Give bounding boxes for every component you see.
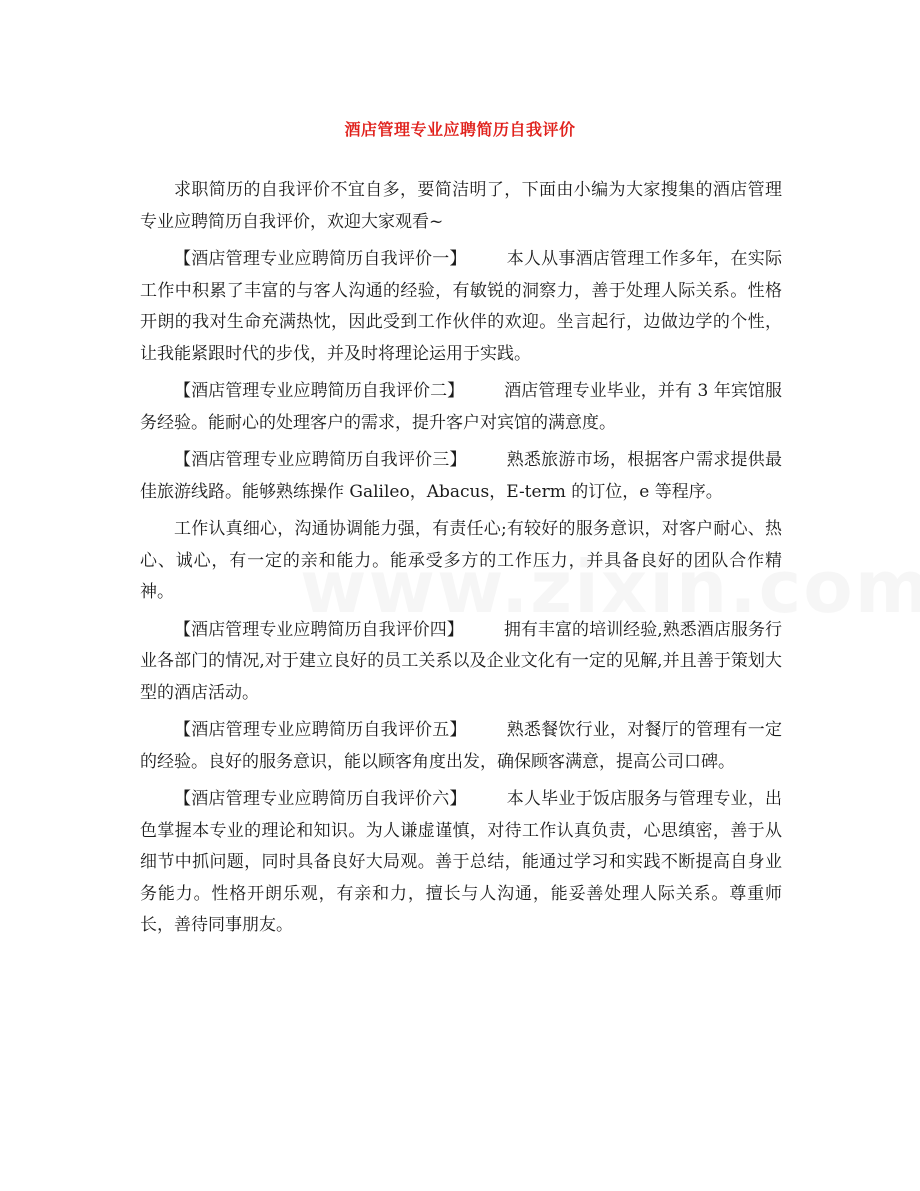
paragraph-text: 求职简历的自我评价不宜自多，要简洁明了，下面由小编为大家搜集的酒店管理专业应聘简历自我评价，欢迎大家观看~ [140, 180, 782, 232]
paragraph-text: 工作认真细心，沟通协调能力强，有责任心;有较好的服务意识，对客户耐心、热心、诚心，有一定的亲和能力。能承受多方的工作压力，并具备良好的团队合作精神。 [140, 519, 782, 602]
paragraph-intro [140, 175, 782, 238]
paragraph-evaluation-4 [140, 615, 782, 710]
section-heading: 【酒店管理专业应聘简历自我评价三】 [174, 450, 467, 470]
paragraph-text: 熟悉餐饮行业，对餐厅的管理有一定的经验。良好的服务意识，能以顾客角度出发，确保顾客满意，提高公司口碑。 [140, 720, 782, 772]
section-heading: 【酒店管理专业应聘简历自我评价一】 [174, 249, 467, 269]
paragraph-text: 本人从事酒店管理工作多年，在实际工作中积累了丰富的与客人沟通的经验，有敏锐的洞察力，善于处理人际关系。性格开朗的我对生命充满热忱，因此受到工作伙伴的欢迎。坐言起行，边做边学的个性，让我能紧跟时代的步伐，并及时将理论运用于实践。 [140, 249, 782, 364]
section-heading: 【酒店管理专业应聘简历自我评价四】 [174, 619, 464, 640]
paragraph-evaluation-3 [140, 445, 782, 508]
document-title: 酒店管理专业应聘简历自我评价 [344, 120, 576, 139]
paragraph-text: 拥有丰富的培训经验,熟悉酒店服务行业各部门的情况,对于建立良好的员工关系以及企业文化有一定的见解,并且善于策划大型的酒店活动。 [140, 619, 783, 703]
paragraph-work-attitude [140, 514, 782, 609]
paragraph-evaluation-2 [140, 376, 782, 439]
paragraph-text: 酒店管理专业毕业，并有 3 年宾馆服务经验。能耐心的处理客户的需求，提升客户对宾馆的满意度。 [140, 381, 783, 433]
section-heading: 【酒店管理专业应聘简历自我评价二】 [174, 381, 465, 401]
paragraph-evaluation-5 [140, 715, 782, 778]
paragraph-text: 本人毕业于饭店服务与管理专业，出色掌握本专业的理论和知识。为人谦虚谨慎，对待工作认真负责，心思缜密，善于从细节中抓问题，同时具备良好大局观。善于总结，能通过学习和实践不断提高自身业务能力。性格开朗乐观，有亲和力，擅长与人沟通，能妥善处理人际关系。尊重师长，善待同事朋友。 [140, 789, 782, 935]
section-heading: 【酒店管理专业应聘简历自我评价五】 [174, 720, 467, 740]
section-heading: 【酒店管理专业应聘简历自我评价六】 [174, 789, 467, 809]
document-body [140, 175, 782, 948]
paragraph-evaluation-1 [140, 244, 782, 370]
paragraph-evaluation-6 [140, 784, 782, 942]
paragraph-text: 熟悉旅游市场，根据客户需求提供最佳旅游线路。能够熟练操作 Galileo，Abacus，E-term 的订位，e 等程序。 [140, 450, 782, 502]
